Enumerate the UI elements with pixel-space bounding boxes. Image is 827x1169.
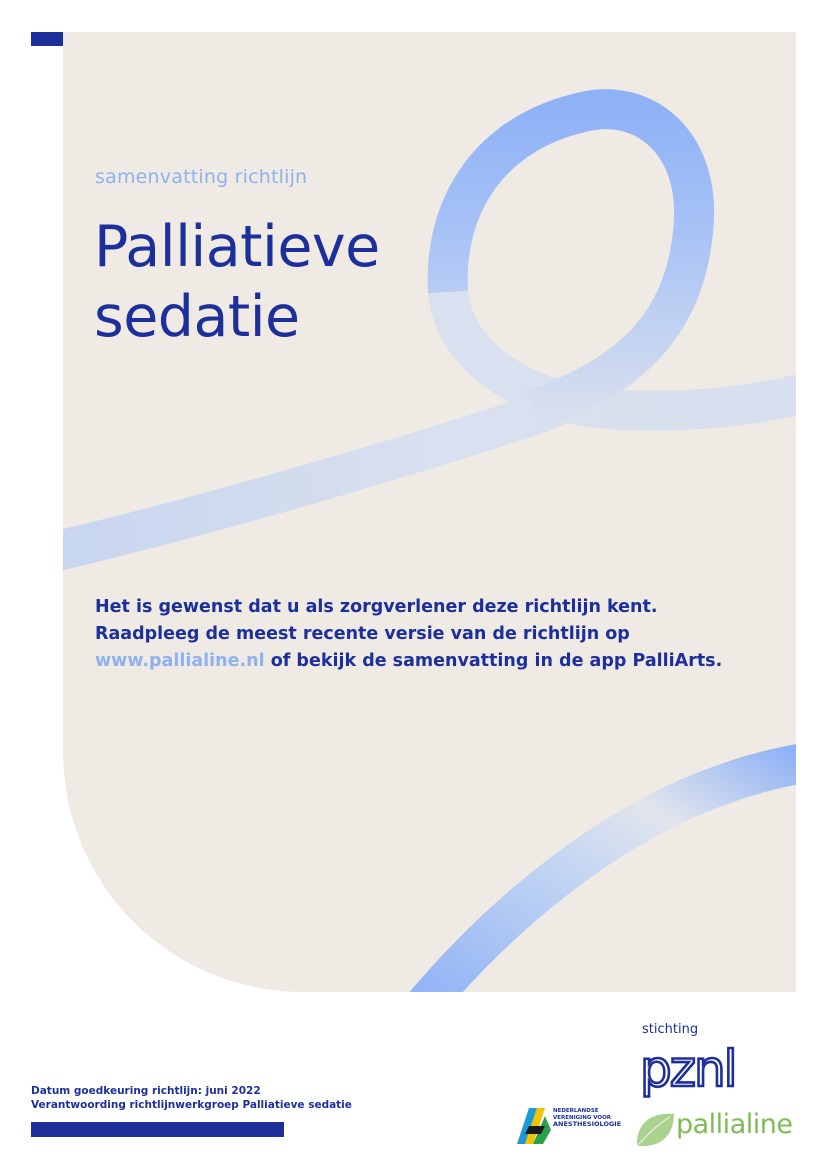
intro-paragraph — [95, 594, 755, 675]
nva-line-1: NEDERLANDSE — [553, 1108, 599, 1114]
intro-line-3: of bekijk de samenvatting in de app PalliArts. — [264, 651, 723, 671]
intro-line-1: Het is gewenst dat u als zorgverlener deze richtlijn kent. — [95, 597, 658, 617]
footer-info — [31, 1084, 352, 1112]
bottom-accent-bar — [31, 1122, 284, 1137]
nva-logo-text — [553, 1108, 621, 1128]
pallialine-link[interactable]: www.pallialine.nl — [95, 651, 265, 671]
pallialine-leaf-icon — [634, 1108, 676, 1148]
pznl-logo — [630, 1020, 800, 1100]
approval-date: Datum goedkeuring richtlijn: juni 2022 — [31, 1085, 261, 1097]
nva-line-3: ANESTHESIOLOGIE — [553, 1120, 622, 1128]
nva-line-2: VERENIGING VOOR — [553, 1114, 611, 1121]
intro-line-2: Raadpleeg de meest recente versie van de richtlijn op — [95, 624, 630, 644]
responsibility-note: Verantwoording richtlijnwerkgroep Palliatieve sedatie — [31, 1099, 352, 1111]
pznl-prefix: stichting — [642, 1022, 699, 1037]
pznl-logo-text: pznl — [640, 1040, 736, 1098]
pallialine-logo-text: pallialine — [676, 1109, 793, 1140]
page-title — [94, 212, 380, 352]
title-line-1: Palliatieve — [94, 214, 380, 280]
document-type-label: samenvatting richtlijn — [95, 166, 308, 188]
title-line-2: sedatie — [94, 284, 300, 350]
